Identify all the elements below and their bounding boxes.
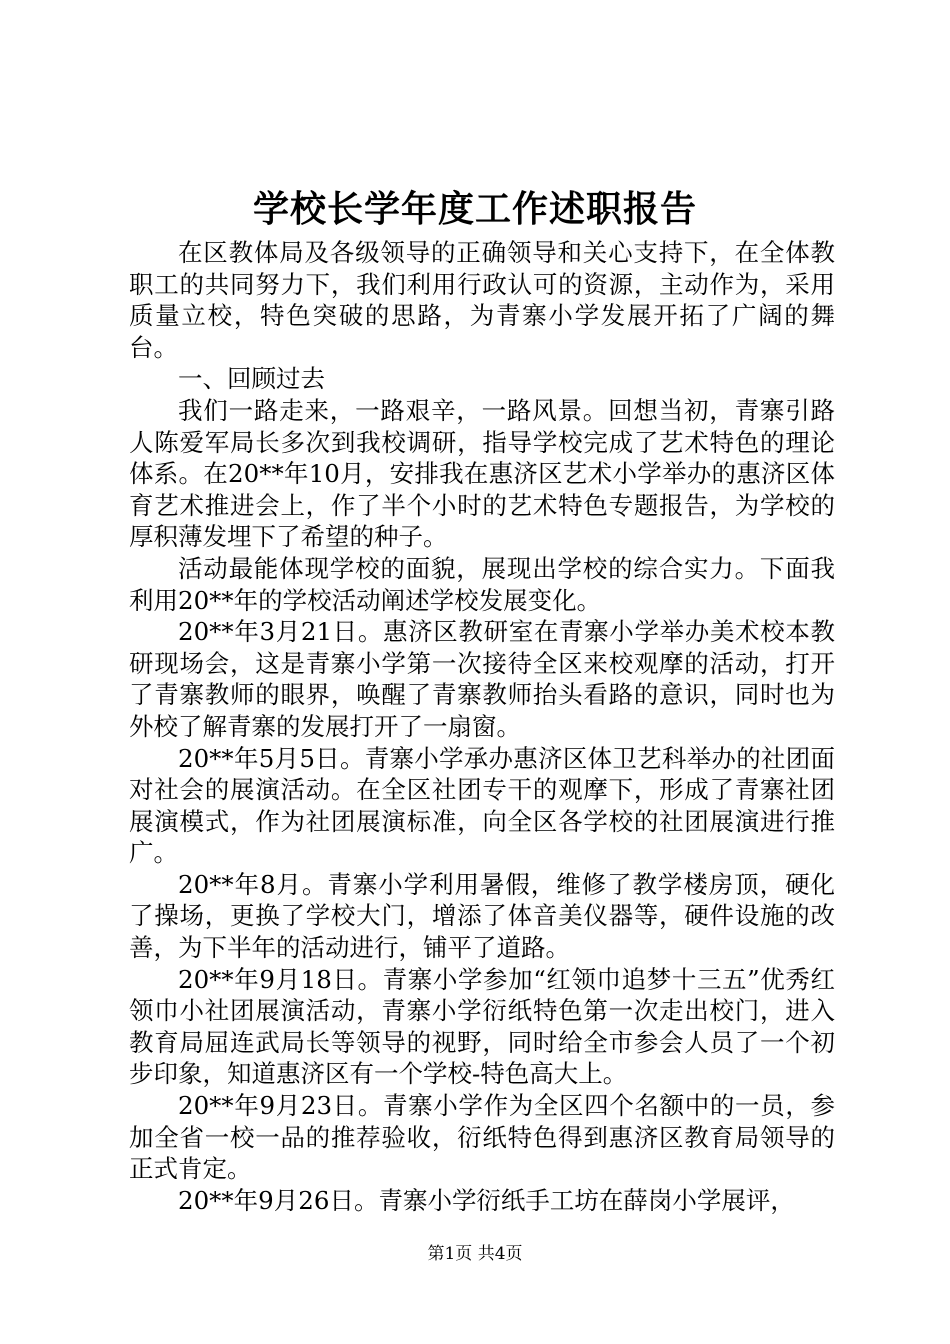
- paragraph: 20**年3月21日。惠济区教研室在青寨小学举办美术校本教研现场会，这是青寨小学第一次接待全区来校观摩的活动，打开了青寨教师的眼界，唤醒了青寨教师抬头看路的意识，同时也为外校了解青寨的发展打开了一扇窗。: [129, 617, 835, 741]
- paragraph: 我们一路走来，一路艰辛，一路风景。回想当初，青寨引路人陈爱军局长多次到我校调研，指导学校完成了艺术特色的理论体系。在20**年10月，安排我在惠济区艺术小学举办的惠济区体育艺术推进会上，作了半个小时的艺术特色专题报告，为学校的厚积薄发埋下了希望的种子。: [129, 395, 835, 552]
- document-title: 学校长学年度工作述职报告: [252, 188, 697, 230]
- section-heading: 一、回顾过去: [178, 364, 325, 394]
- paragraph: 20**年9月26日。青寨小学衍纸手工坊在薛岗小学展评，: [178, 1185, 795, 1215]
- paragraph: 20**年5月5日。青寨小学承办惠济区体卫艺科举办的社团面对社会的展演活动。在全区社团专干的观摩下，形成了青寨社团展演模式，作为社团展演标准，向全区各学校的社团展演进行推广。: [129, 743, 835, 868]
- paragraph: 20**年9月23日。青寨小学作为全区四个名额中的一员，参加全省一校一品的推荐验收，衍纸特色得到惠济区教育局领导的正式肯定。: [129, 1091, 835, 1184]
- page-number-footer: 第1页 共4页: [427, 1244, 523, 1264]
- paragraph: 20**年9月18日。青寨小学参加“红领巾追梦十三五”优秀红领巾小社团展演活动，青寨小学衍纸特色第一次走出校门，进入教育局屈连武局长等领导的视野，同时给全市参会人员了一个初步印象，知道惠济区有一个学校-特色高大上。: [129, 964, 835, 1089]
- paragraph: 在区教体局及各级领导的正确领导和关心支持下，在全体教职工的共同努力下，我们利用行政认可的资源，主动作为，采用质量立校，特色突破的思路，为青寨小学发展开拓了广阔的舞台。: [129, 238, 835, 362]
- paragraph: 20**年8月。青寨小学利用暑假，维修了教学楼房顶，硬化了操场，更换了学校大门，增添了体音美仪器等，硬件设施的改善，为下半年的活动进行，铺平了道路。: [129, 869, 835, 963]
- paragraph: 活动最能体现学校的面貌，展现出学校的综合实力。下面我利用20**年的学校活动阐述学校发展变化。: [129, 553, 835, 615]
- document-body: [129, 237, 835, 1216]
